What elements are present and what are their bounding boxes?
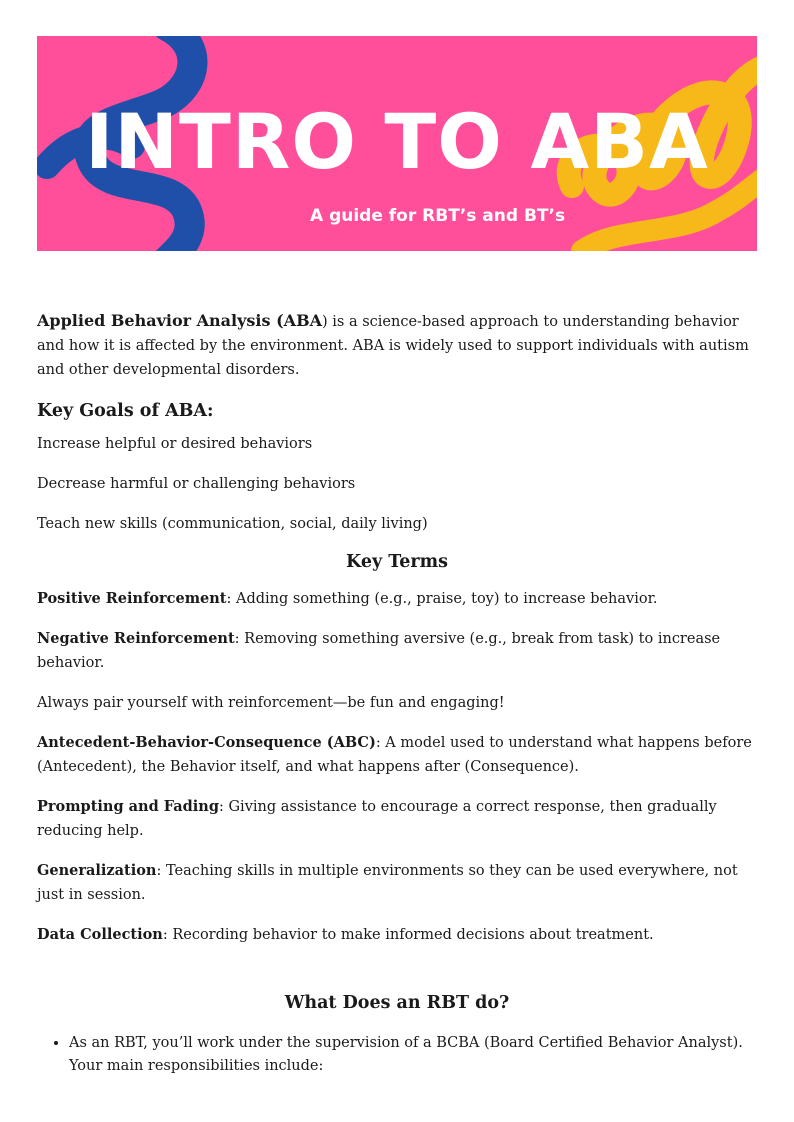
goal-item: Decrease harmful or challenging behaviors (37, 476, 356, 492)
term-negative-reinforcement (37, 627, 757, 675)
list-item: • As an RBT, you’ll work under the supervision of a BCBA (Board Certified Behavior Analyst). Your main responsibilities include: (69, 1032, 757, 1078)
terms-heading: Key Terms (346, 552, 448, 572)
intro-paragraph (37, 309, 757, 382)
term-prompting-fading (37, 795, 757, 843)
term-name: Negative Reinforcement (37, 630, 235, 647)
page-title: INTRO TO ABA (85, 97, 709, 186)
term-definition: Always pair yourself with reinforcement—be fun and engaging! (37, 695, 505, 711)
term-generalization (37, 859, 757, 907)
header-banner (37, 36, 757, 251)
goal-item: Increase helpful or desired behaviors (37, 436, 313, 452)
term-name: Data Collection (37, 926, 163, 943)
term-name: Antecedent-Behavior-Consequence (ABC) (37, 734, 376, 751)
rbt-bullet-list (37, 1032, 757, 1078)
term-name: Prompting and Fading (37, 798, 219, 815)
term-definition: : Removing something aversive (e.g., break from task) to increase behavior. (37, 631, 721, 671)
goal-item: Teach new skills (communication, social, daily living) (37, 516, 428, 532)
term-definition: : Teaching skills in multiple environments so they can be used everywhere, not just in session. (37, 863, 738, 903)
term-name: Generalization (37, 862, 157, 879)
term-definition: : Adding something (e.g., praise, toy) to increase behavior. (226, 591, 658, 607)
intro-lead: Applied Behavior Analysis (ABA (37, 311, 323, 330)
term-definition: : Giving assistance to encourage a correct response, then gradually reducing help. (37, 799, 717, 839)
document-body (37, 309, 757, 1078)
term-positive-reinforcement (37, 587, 757, 611)
term-abc (37, 731, 757, 779)
term-definition: : A model used to understand what happens before (Antecedent), the Behavior itself, and what happens after (Consequence). (37, 735, 752, 775)
page-subtitle: A guide for RBT’s and BT’s (310, 206, 566, 226)
term-data-collection (37, 923, 757, 947)
goals-heading: Key Goals of ABA: (37, 401, 214, 421)
pairing-note (37, 691, 757, 715)
term-name: Positive Reinforcement (37, 590, 227, 607)
term-definition: : Recording behavior to make informed decisions about treatment. (162, 927, 654, 943)
intro-text: ) is a science-based approach to understanding behavior and how it is affected by the environment. ABA is widely used to support individuals with autism and other developmental disorders. (37, 314, 749, 378)
rbt-heading: What Does an RBT do? (284, 993, 510, 1013)
